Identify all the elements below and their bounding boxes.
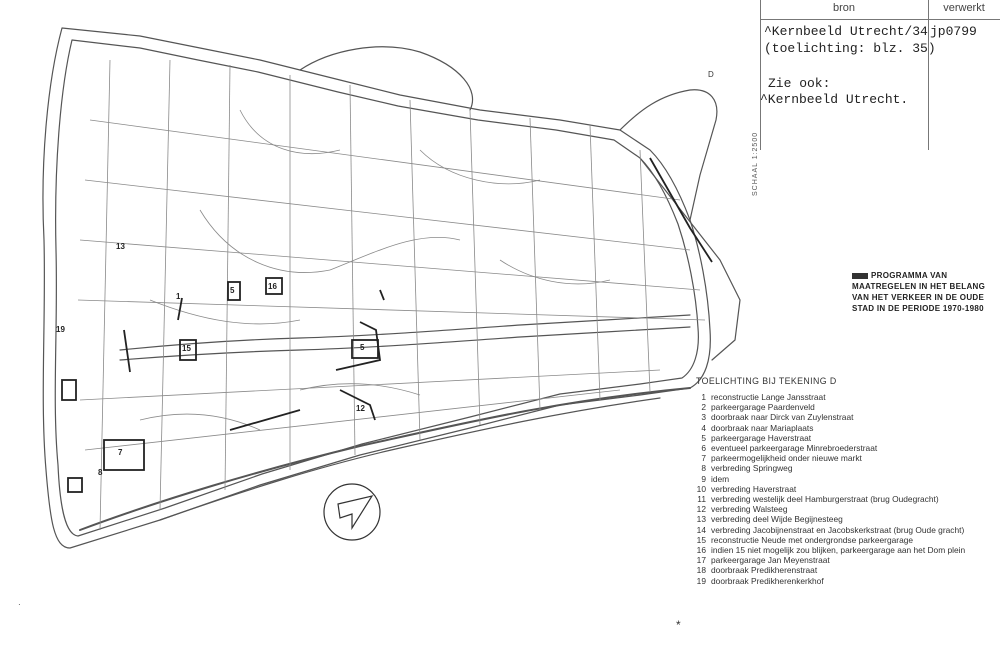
legend-item xyxy=(694,453,994,463)
legend-item xyxy=(694,565,994,575)
map-label-19: 19 xyxy=(56,325,65,334)
legend-item-number: 19 xyxy=(696,575,706,586)
legend-item-number: 3 xyxy=(701,412,706,423)
legend-item xyxy=(694,504,994,514)
legend-item xyxy=(694,545,994,555)
legend-item-text: doorbraak naar Dirck van Zuylenstraat xyxy=(711,412,854,423)
legend-item-number: 2 xyxy=(701,402,706,413)
margin-mark: · xyxy=(18,600,21,609)
legend-item-number: 4 xyxy=(701,422,706,433)
legend-item-number: 10 xyxy=(696,483,706,494)
archive-stamp-table xyxy=(760,0,1000,150)
program-title-line: VAN HET VERKEER IN DE OUDE xyxy=(852,293,985,302)
legend-item xyxy=(694,474,994,484)
legend-item xyxy=(694,443,994,453)
legend-item xyxy=(694,535,994,545)
legend-item-number: 17 xyxy=(696,555,706,566)
program-title-line xyxy=(852,270,1000,281)
north-arrow xyxy=(324,484,380,540)
map-label-16: 16 xyxy=(268,282,277,291)
legend-item-text: verbreding Jacobijnenstraat en Jacobskerkstraat (brug Oude gracht) xyxy=(711,524,965,535)
legend-item-number: 9 xyxy=(701,473,706,484)
legend-item xyxy=(694,484,994,494)
legend-item-text: reconstructie Lange Jansstraat xyxy=(711,392,826,402)
legend-item-number: 11 xyxy=(697,494,706,505)
drawing-letter: D xyxy=(708,70,714,79)
map-label-12: 12 xyxy=(356,404,365,413)
legend-item xyxy=(694,514,994,524)
legend-item-text: verbreding Walsteeg xyxy=(711,504,788,515)
legend-item xyxy=(694,525,994,535)
column-header-bron: bron xyxy=(832,2,856,14)
legend-item-text: reconstructie Neude met ondergrondse parkeergarage xyxy=(711,534,914,545)
legend-item-text: eventueel parkeergarage Minrebroederstraat xyxy=(711,443,878,454)
legend-item-text: doorbraak naar Mariaplaats xyxy=(711,422,814,433)
legend-item xyxy=(694,555,994,565)
legend-item xyxy=(694,463,994,473)
legend xyxy=(694,376,994,586)
outer-boundary-inner xyxy=(55,40,698,536)
legend-item-text: doorbraak Predikherenstraat xyxy=(711,565,818,576)
map-label-5b: 5 xyxy=(360,343,365,352)
program-title-line: MAATREGELEN IN HET BELANG xyxy=(852,282,986,291)
legend-item-text: parkeermogelijkheid onder nieuwe markt xyxy=(711,453,862,464)
legend-list xyxy=(694,392,994,586)
processed-code: jp0799 xyxy=(930,24,977,39)
map-label-13: 13 xyxy=(116,242,125,251)
legend-item-number: 6 xyxy=(701,443,706,454)
program-title-line: STAD IN DE PERIODE 1970-1980 xyxy=(852,304,984,313)
legend-item-number: 13 xyxy=(696,514,706,525)
map-label-7: 7 xyxy=(118,448,123,457)
legend-item-number: 16 xyxy=(696,545,706,556)
table-divider xyxy=(928,0,929,150)
legend-item-text: verbreding deel Wijde Begijnesteeg xyxy=(711,514,843,525)
map-label-1: 1 xyxy=(176,292,181,301)
map-label-5: 5 xyxy=(230,286,235,295)
see-also-reference: ^Kernbeeld Utrecht. xyxy=(760,92,909,107)
see-also-label: Zie ook: xyxy=(768,76,831,91)
legend-item xyxy=(694,433,994,443)
legend-item-text: idem xyxy=(711,473,730,484)
legend-item-number: 14 xyxy=(696,524,706,535)
legend-item-text: parkeergarage Jan Meyenstraat xyxy=(711,555,830,566)
legend-item-text: indien 15 niet mogelijk zou blijken, parkeergarage aan het Dom plein xyxy=(711,545,966,556)
legend-item-text: parkeergarage Paardenveld xyxy=(711,402,815,413)
legend-item-number: 7 xyxy=(701,453,706,464)
source-page-note: (toelichting: blz. 35) xyxy=(764,41,936,56)
legend-item xyxy=(694,494,994,504)
legend-item-text: verbreding Haverstraat xyxy=(711,483,797,494)
map-label-8: 8 xyxy=(98,468,103,477)
column-header-verwerkt: verwerkt xyxy=(943,2,985,14)
scale-label: SCHAAL 1:2500 xyxy=(752,131,759,196)
legend-item xyxy=(694,412,994,422)
program-title-text: PROGRAMMA VAN xyxy=(871,271,948,280)
title-marker xyxy=(852,273,868,279)
asterisk-marker: * xyxy=(676,618,681,632)
program-title xyxy=(852,270,1000,314)
legend-title: TOELICHTING BIJ TEKENING D xyxy=(696,376,837,386)
source-reference: ^Kernbeeld Utrecht/34 xyxy=(764,24,928,39)
legend-item-text: verbreding Springweg xyxy=(711,463,793,474)
legend-item xyxy=(694,402,994,412)
legend-item-number: 12 xyxy=(696,504,706,515)
legend-item xyxy=(694,423,994,433)
legend-item-text: doorbraak Predikherenkerkhof xyxy=(711,575,824,586)
legend-item xyxy=(694,392,994,402)
map-label-15: 15 xyxy=(182,344,191,353)
table-divider xyxy=(760,0,761,150)
legend-item-number: 15 xyxy=(696,534,706,545)
legend-item-number: 1 xyxy=(701,392,706,402)
legend-item-text: verbreding westelijk deel Hamburgerstraat (brug Oudegracht) xyxy=(711,494,939,505)
legend-item-number: 8 xyxy=(701,463,706,474)
legend-item-number: 5 xyxy=(701,432,706,443)
legend-item-number: 18 xyxy=(696,565,706,576)
legend-item-text: parkeergarage Haverstraat xyxy=(711,432,812,443)
legend-item xyxy=(694,576,994,586)
